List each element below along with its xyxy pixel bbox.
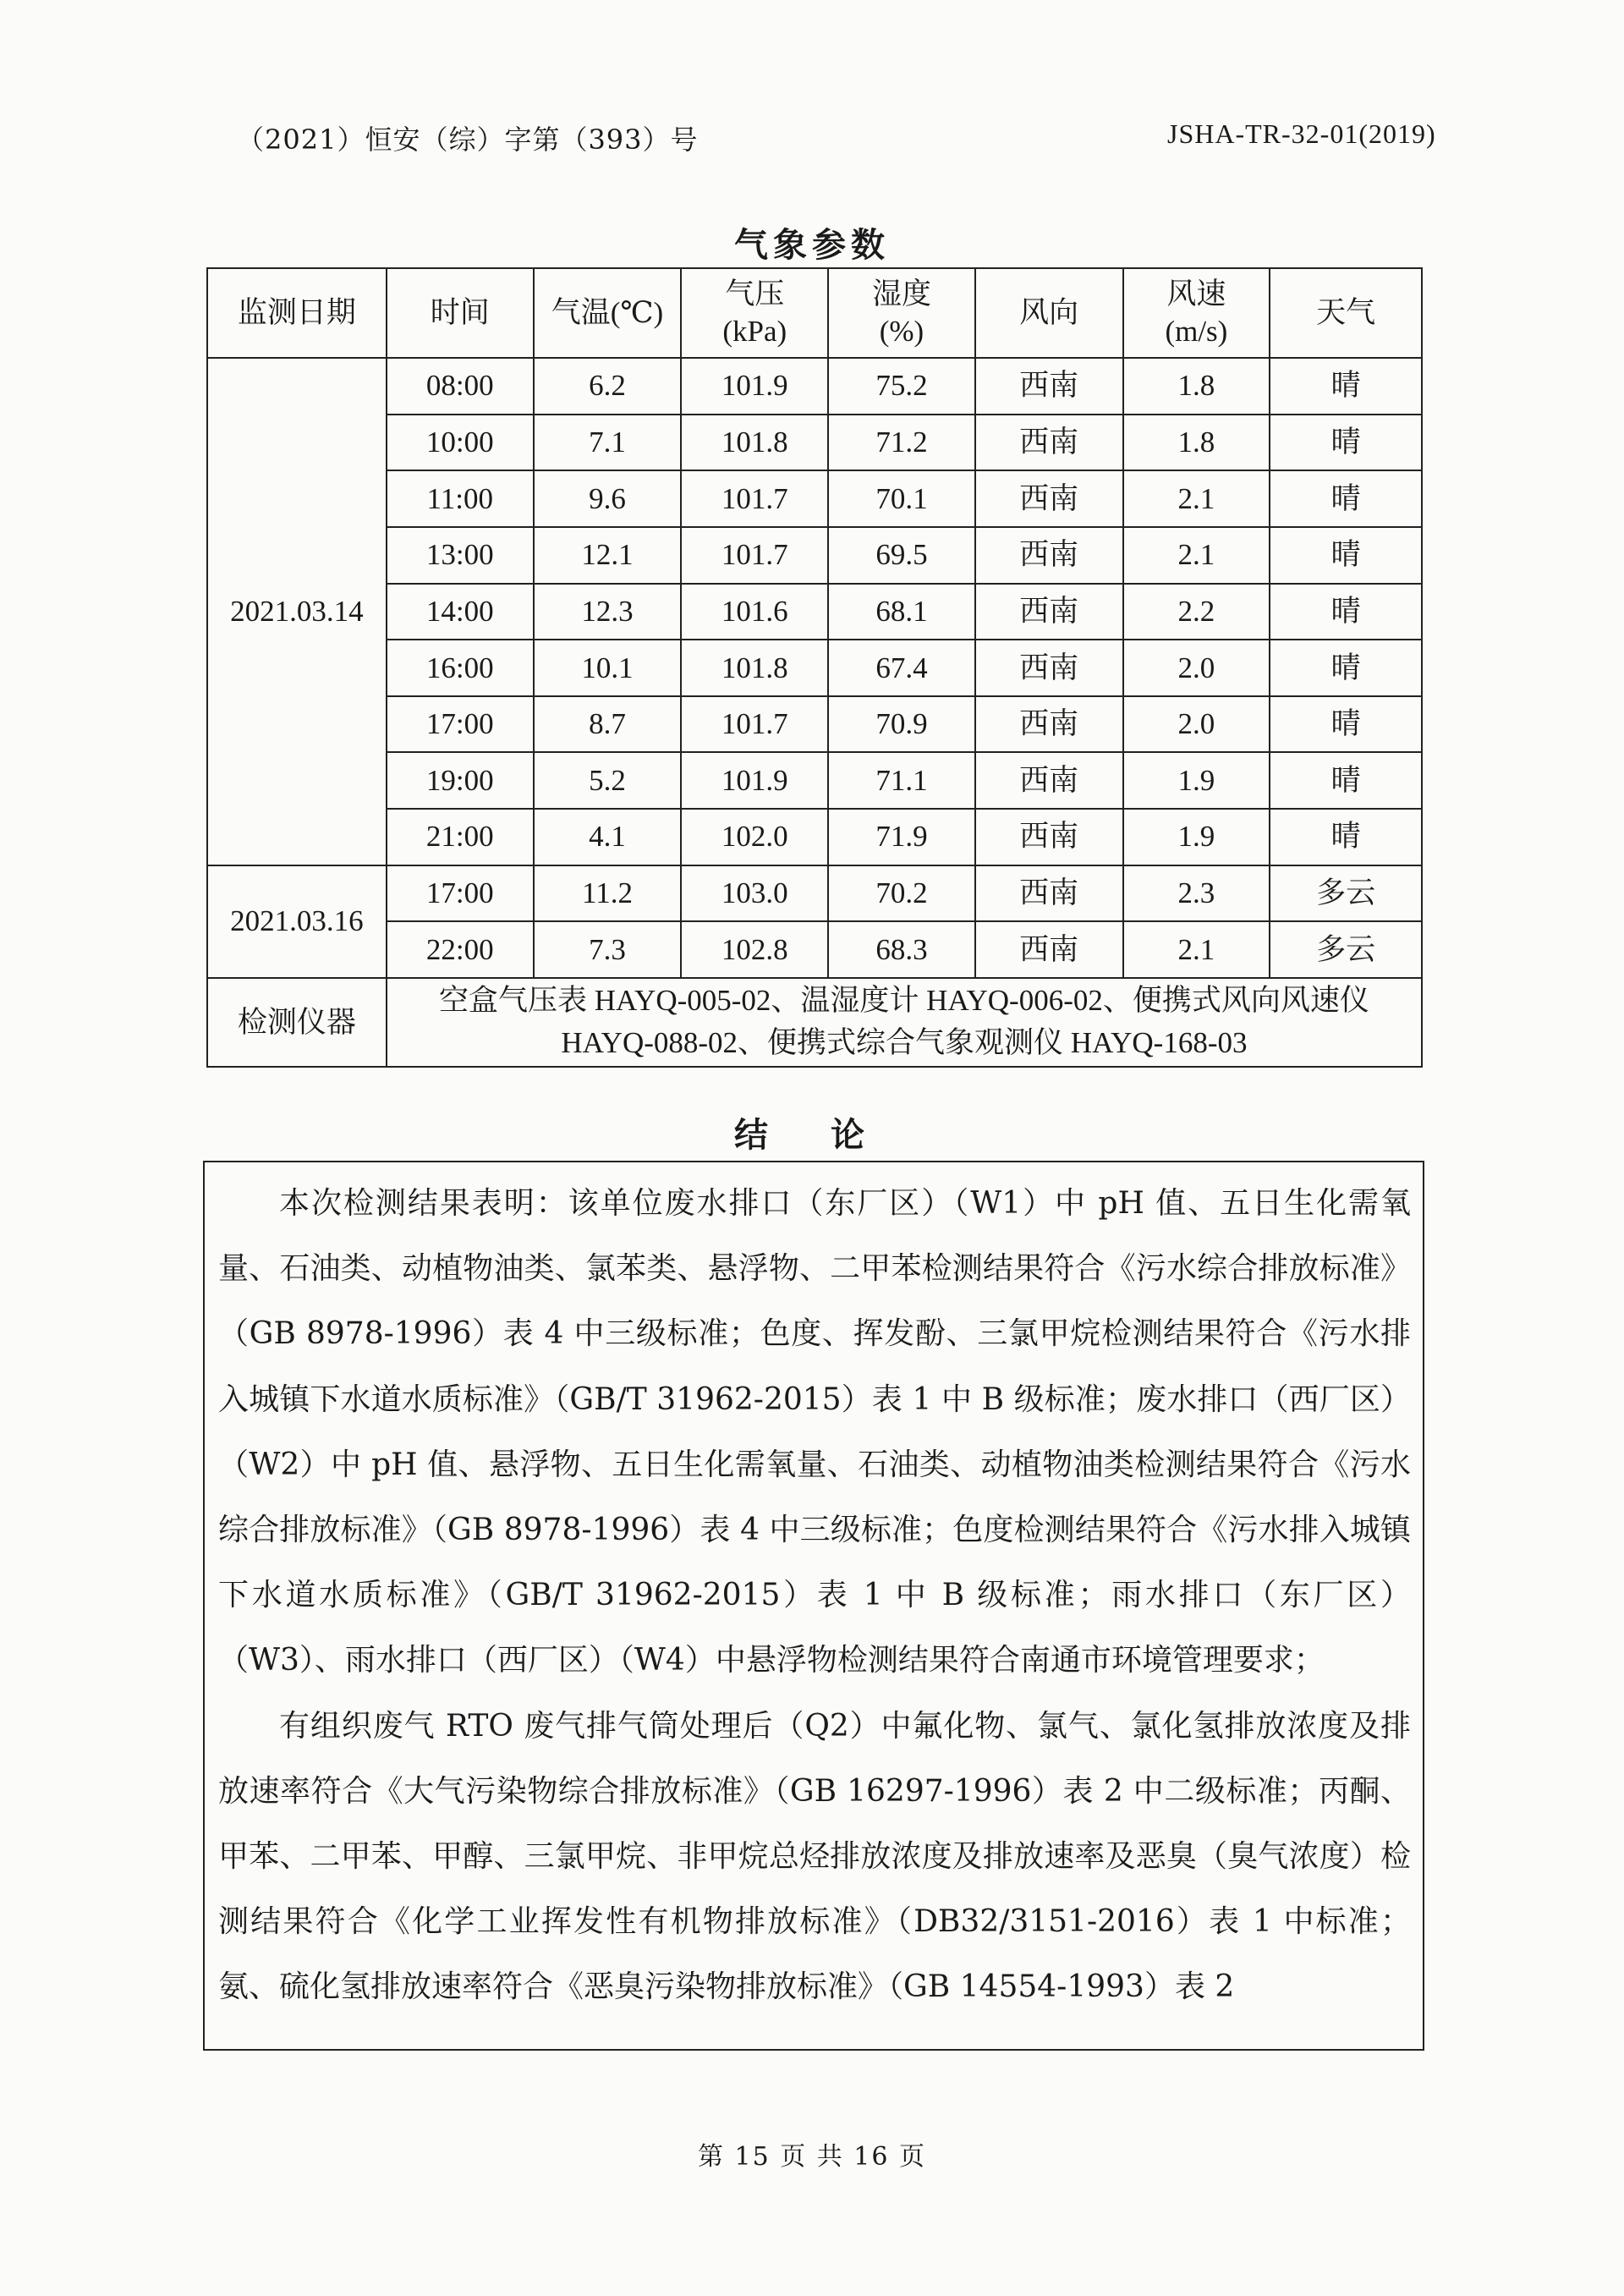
- table-cell: 101.7: [681, 470, 828, 527]
- table-row: [207, 865, 1422, 922]
- table-cell: 14:00: [387, 584, 534, 640]
- header-cell: 时间: [387, 268, 534, 358]
- table-cell: 2.0: [1123, 640, 1270, 696]
- table-cell: 101.7: [681, 696, 828, 753]
- table-cell: 71.9: [828, 809, 975, 865]
- date-cell: 2021.03.16: [207, 865, 387, 978]
- table-cell: 西南: [975, 415, 1123, 471]
- table-cell: 70.2: [828, 865, 975, 922]
- table-cell: 102.8: [681, 921, 828, 978]
- table-cell: 12.3: [534, 584, 682, 640]
- table-cell: 西南: [975, 809, 1123, 865]
- table-cell: 17:00: [387, 696, 534, 753]
- table-cell: 19:00: [387, 752, 534, 809]
- table-cell: 西南: [975, 921, 1123, 978]
- table-cell: 17:00: [387, 865, 534, 922]
- table-cell: 08:00: [387, 358, 534, 415]
- table-cell: 11:00: [387, 470, 534, 527]
- table-cell: 21:00: [387, 809, 534, 865]
- table-cell: 2.0: [1123, 696, 1270, 753]
- table-cell: 70.1: [828, 470, 975, 527]
- table-cell: 12.1: [534, 527, 682, 584]
- header-cell: 气温(℃): [534, 268, 682, 358]
- instrument-row: [207, 978, 1422, 1067]
- table-cell: 2.3: [1123, 865, 1270, 922]
- table-cell: 11.2: [534, 865, 682, 922]
- weather-section-title: 气象参数: [734, 225, 890, 265]
- table-cell: 68.3: [828, 921, 975, 978]
- table-cell: 70.9: [828, 696, 975, 753]
- table-cell: 6.2: [534, 358, 682, 415]
- table-cell: 101.8: [681, 415, 828, 471]
- header-cell: 天气: [1270, 268, 1422, 358]
- conclusion-box: [203, 1161, 1424, 2051]
- table-cell: 2.2: [1123, 584, 1270, 640]
- table-cell: 晴: [1270, 752, 1422, 809]
- table-cell: 5.2: [534, 752, 682, 809]
- table-cell: 西南: [975, 865, 1123, 922]
- table-cell: 1.8: [1123, 358, 1270, 415]
- report-number: （2021）恒安（综）字第（393）号: [237, 124, 699, 156]
- table-cell: 西南: [975, 358, 1123, 415]
- header-cell: 湿度 (%): [828, 268, 975, 358]
- table-cell: 4.1: [534, 809, 682, 865]
- conclusion-paragraph: 本次检测结果表明：该单位废水排口（东厂区）（W1）中 pH 值、五日生化需氧量、石油类、动植物油类、氯苯类、悬浮物、二甲苯检测结果符合《污水综合排放标准》（GB 8978-1996）表 4 中三级标准；色度、挥发酚、三氯甲烷检测结果符合《污水排入城镇下水道水质标准》（GB/T 31962-2015）表 1 中 B 级标准；废水排口（西厂区）（W2）中 pH 值、悬浮物、五日生化需氧量、石油类、动植物油类检测结果符合《污水综合排放标准》（GB 8978-1996）表 4 中三级标准；色度检测结果符合《污水排入城镇下水道水质标准》（GB/T 31962-2015）表 1 中 B 级标准；雨水排口（东厂区）（W3）、雨水排口（西厂区）（W4）中悬浮物检测结果符合南通市环境管理要求；: [218, 1186, 1411, 1678]
- table-row: [207, 470, 1422, 527]
- instrument-line: 空盒气压表 HAYQ-005-02、温湿度计 HAYQ-006-02、便携式风向风速仪: [438, 983, 1369, 1017]
- date-cell: 2021.03.14: [207, 358, 387, 865]
- header-cell: 监测日期: [207, 268, 387, 358]
- table-cell: 103.0: [681, 865, 828, 922]
- table-cell: 71.2: [828, 415, 975, 471]
- table-cell: 101.7: [681, 527, 828, 584]
- table-row: [207, 809, 1422, 865]
- table-cell: 101.8: [681, 640, 828, 696]
- table-cell: 晴: [1270, 584, 1422, 640]
- table-cell: 1.8: [1123, 415, 1270, 471]
- table-cell: 22:00: [387, 921, 534, 978]
- table-cell: 101.6: [681, 584, 828, 640]
- table-row: [207, 921, 1422, 978]
- table-cell: 67.4: [828, 640, 975, 696]
- table-cell: 68.1: [828, 584, 975, 640]
- table-cell: 2.1: [1123, 527, 1270, 584]
- instrument-label: 检测仪器: [207, 978, 387, 1067]
- conclusion-section-title: 结 论: [734, 1115, 890, 1155]
- table-cell: 101.9: [681, 752, 828, 809]
- table-cell: 69.5: [828, 527, 975, 584]
- form-code: JSHA-TR-32-01(2019): [1167, 118, 1436, 149]
- instrument-list: [387, 978, 1422, 1067]
- table-cell: 西南: [975, 470, 1123, 527]
- table-cell: 晴: [1270, 640, 1422, 696]
- table-row: [207, 752, 1422, 809]
- table-cell: 10.1: [534, 640, 682, 696]
- table-cell: 晴: [1270, 358, 1422, 415]
- table-cell: 西南: [975, 752, 1123, 809]
- table-row: [207, 584, 1422, 640]
- table-header-row: [207, 268, 1422, 358]
- table-row: [207, 696, 1422, 753]
- table-cell: 10:00: [387, 415, 534, 471]
- table-cell: 101.9: [681, 358, 828, 415]
- header-cell: 风速 (m/s): [1123, 268, 1270, 358]
- table-cell: 9.6: [534, 470, 682, 527]
- table-cell: 2.1: [1123, 921, 1270, 978]
- table-cell: 2.1: [1123, 470, 1270, 527]
- table-row: [207, 640, 1422, 696]
- table-cell: 7.1: [534, 415, 682, 471]
- table-row: [207, 415, 1422, 471]
- table-cell: 西南: [975, 527, 1123, 584]
- table-cell: 多云: [1270, 921, 1422, 978]
- table-cell: 西南: [975, 640, 1123, 696]
- table-cell: 7.3: [534, 921, 682, 978]
- table-cell: 16:00: [387, 640, 534, 696]
- table-cell: 1.9: [1123, 752, 1270, 809]
- table-cell: 102.0: [681, 809, 828, 865]
- conclusion-paragraph: 有组织废气 RTO 废气排气筒处理后（Q2）中氟化物、氯气、氯化氢排放浓度及排放速率符合《大气污染物综合排放标准》（GB 16297-1996）表 2 中二级标准；丙酮、甲苯、二甲苯、甲醇、三氯甲烷、非甲烷总烃排放浓度及排放速率及恶臭（臭气浓度）检测结果符合《化学工业挥发性有机物排放标准》（DB32/3151-2016）表 1 中标准；氨、硫化氢排放速率符合《恶臭污染物排放标准》（GB 14554-1993）表 2: [218, 1708, 1411, 2005]
- table-cell: 71.1: [828, 752, 975, 809]
- header-cell: 风向: [975, 268, 1123, 358]
- table-cell: 1.9: [1123, 809, 1270, 865]
- table-cell: 多云: [1270, 865, 1422, 922]
- table-cell: 晴: [1270, 809, 1422, 865]
- table-cell: 晴: [1270, 696, 1422, 753]
- table-row: [207, 358, 1422, 415]
- table-cell: 8.7: [534, 696, 682, 753]
- table-cell: 13:00: [387, 527, 534, 584]
- weather-table: [206, 267, 1423, 1068]
- table-cell: 晴: [1270, 415, 1422, 471]
- instrument-line: HAYQ-088-02、便携式综合气象观测仪 HAYQ-168-03: [561, 1026, 1248, 1060]
- table-cell: 西南: [975, 584, 1123, 640]
- header-cell: 气压 (kPa): [681, 268, 828, 358]
- table-cell: 晴: [1270, 527, 1422, 584]
- table-cell: 西南: [975, 696, 1123, 753]
- table-cell: 75.2: [828, 358, 975, 415]
- table-row: [207, 527, 1422, 584]
- table-cell: 晴: [1270, 470, 1422, 527]
- page-footer: 第 15 页 共 16 页: [697, 2142, 927, 2172]
